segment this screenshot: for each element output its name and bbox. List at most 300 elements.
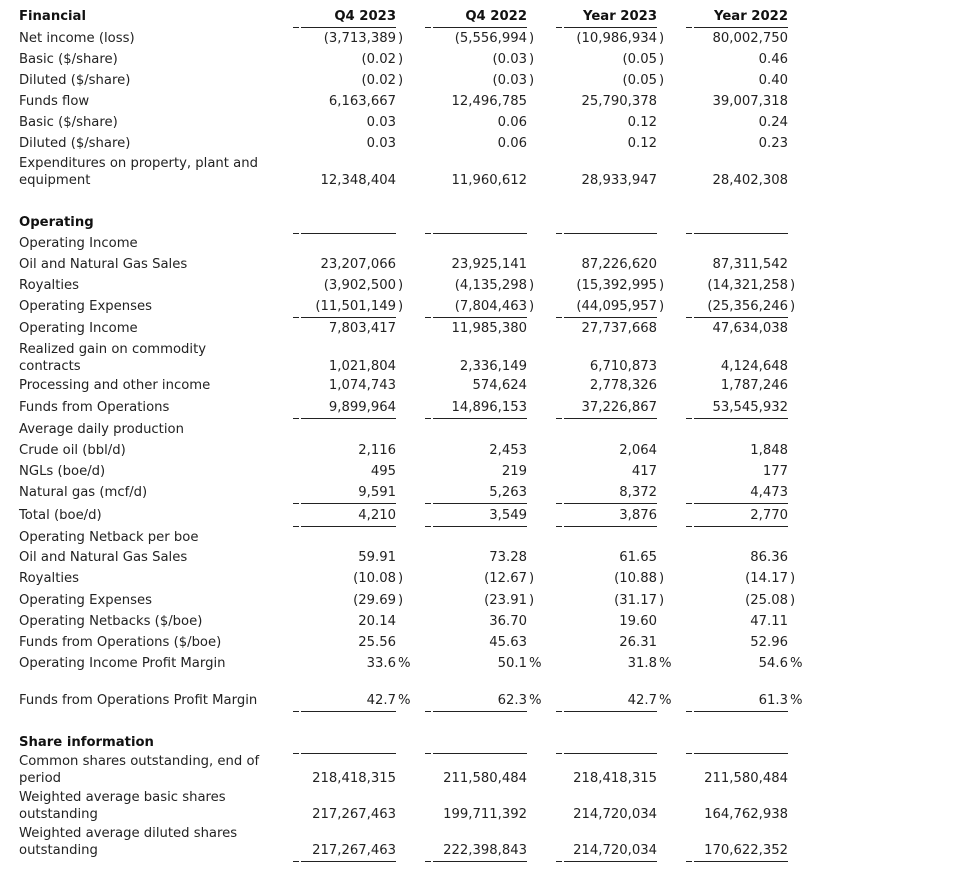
- value-cell: [433, 6, 527, 26]
- row-label: Royalties: [19, 278, 80, 293]
- close-paren: ): [398, 593, 404, 608]
- cell-value: 11,985,380: [451, 321, 527, 336]
- cell-value: 214,720,034: [573, 807, 657, 822]
- value-cell: [433, 419, 527, 439]
- value-cell: [301, 768, 396, 788]
- underline-rule: [694, 861, 788, 862]
- value-cell: [564, 91, 657, 111]
- close-paren: ): [659, 31, 665, 46]
- cell-value: 0.06: [497, 136, 527, 151]
- value-cell: [564, 112, 657, 132]
- value-cell: [301, 233, 396, 253]
- value-cell: [564, 356, 657, 376]
- value-cell: [564, 527, 657, 547]
- value-cell: [301, 112, 396, 132]
- cell-value: 1,787,246: [720, 378, 788, 393]
- section-title: Operating: [19, 215, 94, 230]
- underline-stub: [556, 861, 562, 862]
- value-cell: [301, 840, 396, 860]
- cell-value: 61.65: [619, 550, 657, 565]
- value-cell: [694, 49, 788, 69]
- close-paren: ): [398, 278, 404, 293]
- value-cell: [564, 840, 657, 860]
- table-row: [0, 70, 963, 90]
- row-label: Weighted average diluted shares outstanding: [19, 826, 238, 858]
- cell-value: 2,116: [358, 443, 396, 458]
- value-cell: [301, 690, 411, 710]
- cell-value: (4,135,298: [454, 278, 527, 293]
- row-label: Oil and Natural Gas Sales: [19, 257, 188, 272]
- cell-value: 1,848: [750, 443, 788, 458]
- section-header-row: [0, 732, 963, 752]
- value-cell: [301, 505, 396, 525]
- cell-value: 0.24: [758, 115, 788, 130]
- underline-rule: [301, 503, 396, 504]
- value-cell: [301, 653, 411, 673]
- cell-value: (5,556,994: [454, 31, 527, 46]
- cell-value: 4,124,648: [720, 359, 788, 374]
- value-cell: [694, 233, 788, 253]
- value-cell: [433, 275, 535, 295]
- cell-value: (12.67: [484, 571, 527, 586]
- close-paren: ): [659, 571, 665, 586]
- cell-value: 59.91: [358, 550, 396, 565]
- cell-value: (7,804,463: [454, 299, 527, 314]
- cell-value: (15,392,995: [576, 278, 657, 293]
- cell-value: 4,210: [358, 508, 396, 523]
- row-label: Natural gas (mcf/d): [19, 485, 148, 500]
- close-paren: ): [659, 278, 665, 293]
- close-paren: ): [398, 299, 404, 314]
- cell-value: 20.14: [358, 614, 396, 629]
- value-cell: [694, 505, 788, 525]
- row-label: Oil and Natural Gas Sales: [19, 550, 188, 565]
- cell-value: 2,336,149: [459, 359, 527, 374]
- value-cell: [301, 318, 396, 338]
- underline-rule: [433, 711, 527, 712]
- close-paren: ): [659, 593, 665, 608]
- table-row: [0, 419, 963, 439]
- value-cell: [694, 690, 803, 710]
- close-paren: ): [529, 593, 535, 608]
- row-label: Crude oil (bbl/d): [19, 443, 126, 458]
- value-cell: [564, 690, 672, 710]
- table-row: [0, 397, 963, 417]
- underline-rule: [433, 861, 527, 862]
- value-cell: [564, 732, 657, 752]
- underline-stub: [293, 861, 299, 862]
- value-cell: [433, 804, 527, 824]
- value-cell: [694, 768, 788, 788]
- cell-value: 53,545,932: [712, 400, 788, 415]
- cell-value: 164,762,938: [704, 807, 788, 822]
- value-cell: [433, 632, 527, 652]
- cell-value: 73.28: [489, 550, 527, 565]
- cell-value: 86.36: [750, 550, 788, 565]
- cell-value: (0.02: [361, 73, 396, 88]
- cell-value: 0.40: [758, 73, 788, 88]
- table-row: [0, 527, 963, 547]
- value-cell: [564, 505, 657, 525]
- value-cell: [564, 568, 665, 588]
- value-cell: [301, 375, 396, 395]
- section-title: Share information: [19, 735, 154, 750]
- table-row: [0, 673, 963, 710]
- close-paren: ): [398, 31, 404, 46]
- cell-value: 211,580,484: [443, 771, 527, 786]
- value-cell: [564, 318, 657, 338]
- value-cell: [301, 397, 396, 417]
- value-cell: [301, 419, 396, 439]
- value-cell: [301, 527, 396, 547]
- value-cell: [694, 732, 788, 752]
- cell-value: 214,720,034: [573, 843, 657, 858]
- value-cell: [301, 732, 396, 752]
- cell-value: 37,226,867: [581, 400, 657, 415]
- table-row: [0, 568, 963, 588]
- underline-stub: [425, 711, 431, 712]
- cell-value: 19.60: [619, 614, 657, 629]
- cell-value: 45.63: [489, 635, 527, 650]
- value-cell: [301, 6, 396, 26]
- value-cell: [694, 133, 788, 153]
- cell-value: (29.69: [353, 593, 396, 608]
- cell-value: 2,064: [619, 443, 657, 458]
- cell-value: 87,311,542: [712, 257, 788, 272]
- value-cell: [694, 356, 788, 376]
- value-cell: [564, 70, 665, 90]
- value-cell: [564, 461, 657, 481]
- cell-value: 217,267,463: [312, 807, 396, 822]
- value-cell: [694, 170, 788, 190]
- underline-rule: [564, 503, 657, 504]
- row-label: Royalties: [19, 571, 80, 586]
- value-cell: [301, 440, 396, 460]
- value-cell: [564, 590, 665, 610]
- value-cell: [564, 653, 672, 673]
- value-cell: [564, 482, 657, 502]
- value-cell: [301, 611, 396, 631]
- value-cell: [433, 440, 527, 460]
- table-row: [0, 133, 963, 153]
- close-paren: ): [529, 299, 535, 314]
- cell-value: 62.3: [497, 693, 527, 708]
- value-cell: [433, 133, 527, 153]
- value-cell: [694, 547, 788, 567]
- value-cell: [694, 212, 788, 232]
- cell-value: 42.7: [627, 693, 657, 708]
- table-row: [0, 254, 963, 274]
- value-cell: [564, 768, 657, 788]
- value-cell: [694, 461, 788, 481]
- row-label: Basic ($/share): [19, 115, 118, 130]
- row-label: Average daily production: [19, 422, 184, 437]
- value-cell: [564, 804, 657, 824]
- cell-value: 1,021,804: [328, 359, 396, 374]
- cell-value: (10,986,934: [576, 31, 657, 46]
- value-cell: [433, 690, 542, 710]
- value-cell: [301, 568, 404, 588]
- value-cell: [564, 254, 657, 274]
- cell-value: 211,580,484: [704, 771, 788, 786]
- value-cell: [301, 482, 396, 502]
- value-cell: [433, 732, 527, 752]
- cell-value: 9,591: [358, 485, 396, 500]
- value-cell: [694, 91, 788, 111]
- table-row: [0, 275, 963, 295]
- cell-value: 2,770: [750, 508, 788, 523]
- value-cell: [433, 212, 527, 232]
- close-paren: ): [790, 278, 796, 293]
- cell-value: (0.05: [622, 73, 657, 88]
- row-label: Funds from Operations Profit Margin: [19, 693, 258, 708]
- underline-stub: [425, 861, 431, 862]
- value-cell: [564, 233, 657, 253]
- value-cell: [564, 611, 657, 631]
- cell-value: 0.12: [627, 115, 657, 130]
- table-row: [0, 339, 963, 376]
- value-cell: [694, 840, 788, 860]
- table-row: [0, 505, 963, 525]
- cell-value: 11,960,612: [451, 173, 527, 188]
- cell-value: (0.02: [361, 52, 396, 67]
- cell-value: 61.3: [758, 693, 788, 708]
- table-row: [0, 547, 963, 567]
- underline-rule: [433, 503, 527, 504]
- cell-value: 0.06: [497, 115, 527, 130]
- percent-sign: %: [398, 656, 411, 671]
- value-cell: [433, 653, 542, 673]
- underline-stub: [556, 503, 562, 504]
- cell-value: 2,778,326: [589, 378, 657, 393]
- cell-value: 7,803,417: [328, 321, 396, 336]
- close-paren: ): [659, 52, 665, 67]
- value-cell: [564, 419, 657, 439]
- cell-value: 28,933,947: [581, 173, 657, 188]
- close-paren: ): [529, 571, 535, 586]
- value-cell: [564, 133, 657, 153]
- value-cell: [694, 254, 788, 274]
- percent-sign: %: [529, 656, 542, 671]
- section-title: Financial: [19, 9, 86, 24]
- cell-value: (44,095,957: [576, 299, 657, 314]
- cell-value: (23.91: [484, 593, 527, 608]
- row-label: Funds from Operations: [19, 400, 170, 415]
- underline-rule: [301, 711, 396, 712]
- cell-value: 39,007,318: [712, 94, 788, 109]
- value-cell: [433, 318, 527, 338]
- table-row: [0, 751, 963, 788]
- value-cell: [433, 28, 535, 48]
- value-cell: [301, 28, 404, 48]
- value-cell: [433, 254, 527, 274]
- value-cell: [694, 419, 788, 439]
- cell-value: 4,473: [750, 485, 788, 500]
- percent-sign: %: [398, 693, 411, 708]
- table-row: [0, 91, 963, 111]
- percent-sign: %: [659, 693, 672, 708]
- row-label: Operating Netbacks ($/boe): [19, 614, 203, 629]
- row-label: Realized gain on commodity contracts: [19, 342, 207, 374]
- underline-stub: [293, 503, 299, 504]
- cell-value: 3,876: [619, 508, 657, 523]
- table-row: [0, 823, 963, 860]
- column-header: Year 2023: [583, 9, 657, 24]
- table-row: [0, 482, 963, 502]
- underline-stub: [425, 503, 431, 504]
- value-cell: [433, 356, 527, 376]
- cell-value: (11,501,149: [315, 299, 396, 314]
- value-cell: [694, 590, 796, 610]
- cell-value: 42.7: [366, 693, 396, 708]
- value-cell: [433, 590, 535, 610]
- cell-value: (3,713,389: [323, 31, 396, 46]
- underline-rule: [301, 861, 396, 862]
- table-row: [0, 440, 963, 460]
- underline-stub: [686, 503, 692, 504]
- close-paren: ): [659, 299, 665, 314]
- cell-value: (25.08: [745, 593, 788, 608]
- value-cell: [694, 318, 788, 338]
- value-cell: [301, 275, 404, 295]
- value-cell: [694, 6, 788, 26]
- cell-value: 218,418,315: [312, 771, 396, 786]
- value-cell: [301, 356, 396, 376]
- row-label: Operating Netback per boe: [19, 530, 199, 545]
- value-cell: [564, 632, 657, 652]
- percent-sign: %: [790, 693, 803, 708]
- row-label: Operating Expenses: [19, 299, 152, 314]
- table-row: [0, 233, 963, 253]
- table-row: [0, 112, 963, 132]
- row-label: Diluted ($/share): [19, 136, 131, 151]
- value-cell: [301, 254, 396, 274]
- value-cell: [694, 804, 788, 824]
- value-cell: [433, 768, 527, 788]
- cell-value: 54.6: [758, 656, 788, 671]
- close-paren: ): [659, 73, 665, 88]
- value-cell: [694, 632, 788, 652]
- cell-value: 36.70: [489, 614, 527, 629]
- cell-value: 1,074,743: [328, 378, 396, 393]
- cell-value: 9,899,964: [328, 400, 396, 415]
- value-cell: [433, 296, 535, 316]
- section-header-row: [0, 6, 963, 26]
- cell-value: 222,398,843: [443, 843, 527, 858]
- value-cell: [301, 461, 396, 481]
- value-cell: [564, 28, 665, 48]
- value-cell: [694, 568, 796, 588]
- cell-value: 47.11: [750, 614, 788, 629]
- cell-value: 0.46: [758, 52, 788, 67]
- cell-value: 2,453: [489, 443, 527, 458]
- row-label: Diluted ($/share): [19, 73, 131, 88]
- value-cell: [433, 547, 527, 567]
- close-paren: ): [529, 73, 535, 88]
- row-label: Operating Income: [19, 236, 138, 251]
- close-paren: ): [529, 31, 535, 46]
- value-cell: [301, 804, 396, 824]
- value-cell: [433, 375, 527, 395]
- cell-value: 31.8: [627, 656, 657, 671]
- cell-value: 199,711,392: [443, 807, 527, 822]
- value-cell: [694, 275, 796, 295]
- cell-value: 23,207,066: [320, 257, 396, 272]
- value-cell: [433, 527, 527, 547]
- value-cell: [433, 568, 535, 588]
- close-paren: ): [790, 299, 796, 314]
- row-label: Funds from Operations ($/boe): [19, 635, 222, 650]
- value-cell: [301, 632, 396, 652]
- close-paren: ): [529, 52, 535, 67]
- value-cell: [564, 397, 657, 417]
- column-header: Q4 2022: [465, 9, 527, 24]
- value-cell: [694, 296, 796, 316]
- cell-value: 5,263: [489, 485, 527, 500]
- cell-value: 218,418,315: [573, 771, 657, 786]
- cell-value: 23,925,141: [451, 257, 527, 272]
- row-label: Operating Expenses: [19, 593, 152, 608]
- close-paren: ): [398, 571, 404, 586]
- value-cell: [301, 547, 396, 567]
- section-header-row: [0, 212, 963, 232]
- cell-value: 25.56: [358, 635, 396, 650]
- value-cell: [694, 440, 788, 460]
- close-paren: ): [790, 593, 796, 608]
- close-paren: ): [398, 52, 404, 67]
- value-cell: [301, 170, 396, 190]
- cell-value: (14,321,258: [707, 278, 788, 293]
- table-row: [0, 375, 963, 395]
- row-label: Net income (loss): [19, 31, 135, 46]
- row-label: NGLs (boe/d): [19, 464, 106, 479]
- value-cell: [694, 375, 788, 395]
- cell-value: 28,402,308: [712, 173, 788, 188]
- value-cell: [433, 70, 535, 90]
- column-header: Year 2022: [714, 9, 788, 24]
- underline-stub: [293, 711, 299, 712]
- value-cell: [564, 296, 665, 316]
- underline-stub: [686, 861, 692, 862]
- cell-value: 0.03: [366, 136, 396, 151]
- cell-value: 12,496,785: [451, 94, 527, 109]
- value-cell: [564, 440, 657, 460]
- value-cell: [564, 170, 657, 190]
- value-cell: [564, 49, 665, 69]
- cell-value: 27,737,668: [581, 321, 657, 336]
- underline-stub: [686, 711, 692, 712]
- percent-sign: %: [659, 656, 672, 671]
- underline-rule: [564, 711, 657, 712]
- value-cell: [301, 91, 396, 111]
- cell-value: (0.05: [622, 52, 657, 67]
- percent-sign: %: [529, 693, 542, 708]
- cell-value: (10.88: [614, 571, 657, 586]
- close-paren: ): [398, 73, 404, 88]
- table-row: [0, 632, 963, 652]
- cell-value: 0.12: [627, 136, 657, 151]
- table-row: [0, 461, 963, 481]
- cell-value: 47,634,038: [712, 321, 788, 336]
- cell-value: 6,163,667: [328, 94, 396, 109]
- table-row: [0, 590, 963, 610]
- value-cell: [694, 70, 788, 90]
- cell-value: (0.03: [492, 52, 527, 67]
- cell-value: 14,896,153: [451, 400, 527, 415]
- cell-value: (10.08: [353, 571, 396, 586]
- row-label: Total (boe/d): [19, 508, 102, 523]
- value-cell: [301, 590, 404, 610]
